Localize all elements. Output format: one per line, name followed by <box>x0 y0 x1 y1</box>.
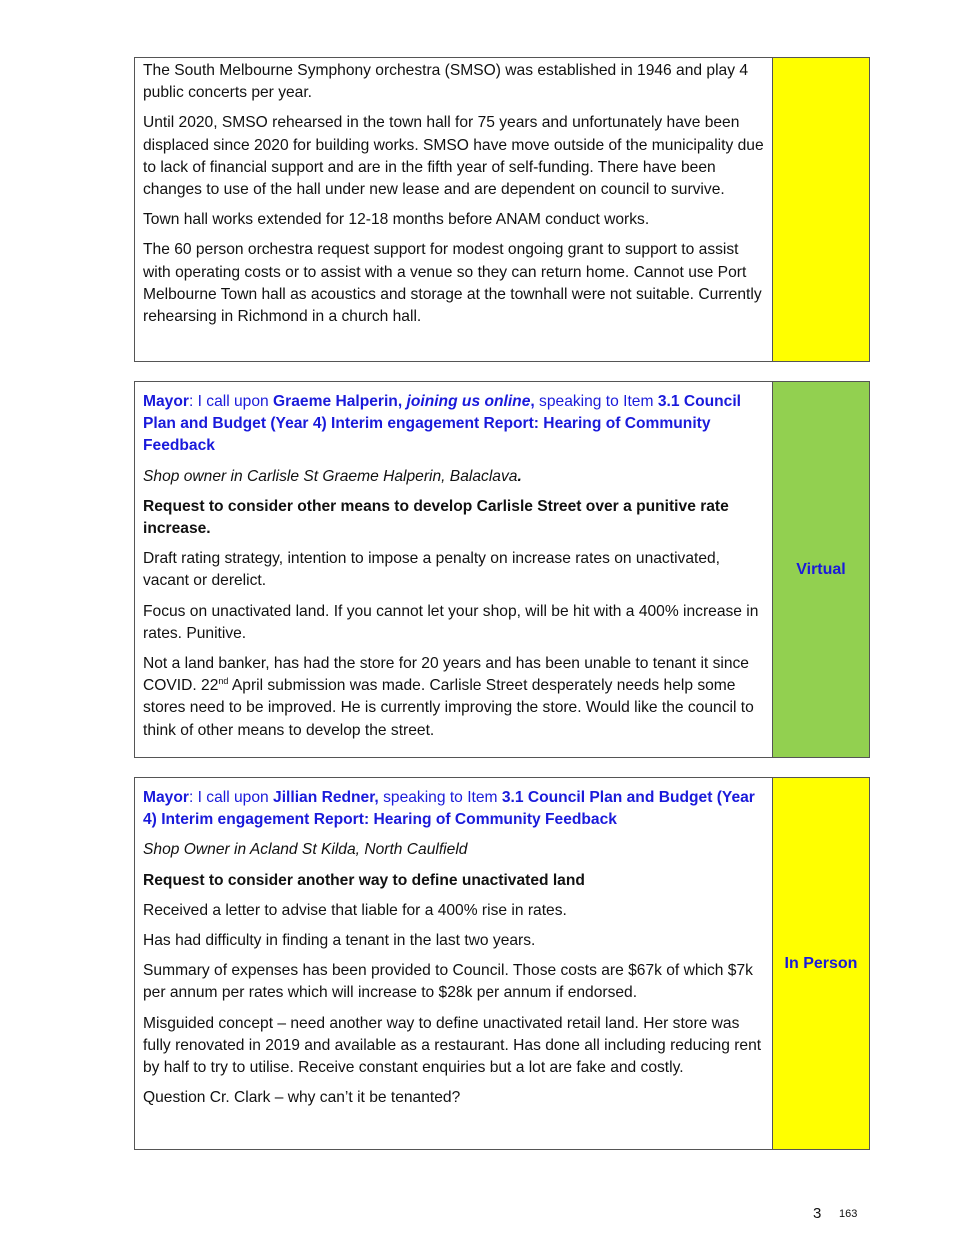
mayor-call <box>143 787 764 831</box>
paragraph: Town hall works extended for 12-18 months before ANAM conduct works. <box>143 211 650 229</box>
speaking-text: speaking to Item <box>534 393 658 410</box>
paragraph: The South Melbourne Symphony orchestra (SMSO) was established in 1946 and play 4 public concerts per year. <box>143 62 749 102</box>
paragraph: Until 2020, SMSO rehearsed in the town hall for 75 years and unfortunately have been displaced since 2020 for building works. SMSO have move outside of the municipality due to lack of financial support and are in the fifth year of self-funding. There have been changes to use of the hall under new lease and are dependent on council to survive. <box>143 114 764 199</box>
speaker-description: Shop owner in Carlisle St Graeme Halperin, Balaclava. <box>143 467 522 485</box>
speaker-name: Jillian Redner, <box>273 789 379 806</box>
attendance-status-in-person: In Person <box>773 778 869 1149</box>
call-text: : I call upon <box>188 393 274 410</box>
speaker-description: Shop Owner in Acland St Kilda, North Caulfield <box>143 841 468 859</box>
paragraph: The 60 person orchestra request support for modest ongoing grant to support to assist with operating costs or to assist with a venue so they can return home. Cannot use Port Melbourne Town hall as acoustics and storage at the townhall were not suitable. Currently rehearsing in Richmond in a church hall. <box>143 241 762 326</box>
mayor-call <box>143 391 764 458</box>
paragraph: Has had difficulty in finding a tenant in the last two years. <box>143 932 536 950</box>
paragraph: Draft rating strategy, intention to impose a penalty on increase rates on unactivated, vacant or derelict. <box>143 550 721 590</box>
paragraph: Received a letter to advise that liable for a 400% rise in rates. <box>143 901 567 919</box>
document-page-number: 163 <box>839 1208 858 1220</box>
mayor-label: Mayor <box>143 393 189 410</box>
paragraph: Question Cr. Clark – why can’t it be tenanted? <box>143 1089 461 1107</box>
speaking-text: speaking to Item <box>378 789 502 806</box>
call-text: : I call upon <box>188 789 274 806</box>
paragraph: Misguided concept – need another way to define unactivated retail land. Her store was fully renovated in 2019 and available as a restaurant. Has done all including reducing rent by half to try to utilise. Receive constant enquiries but a lot are fake and costly. <box>143 1014 762 1077</box>
paragraph: Summary of expenses has been provided to Council. Those costs are $67k of which $7k per annum per rates which will increase to $28k per annum if endorsed. <box>143 962 753 1002</box>
paragraph: Focus on unactivated land. If you cannot let your shop, will be hit with a 400% increase in rates. Punitive. <box>143 602 759 642</box>
speaker-block-content <box>135 382 773 757</box>
speaker-block-smso <box>134 57 870 362</box>
punct: , <box>530 393 535 410</box>
online-note: joining us online <box>406 393 531 410</box>
attendance-status-virtual: Virtual <box>773 382 869 757</box>
speaker-name: Graeme Halperin, <box>273 393 407 410</box>
paragraph: Not a land banker, has had the store for 20 years and has been unable to tenant it since COVID. 22nd April submission was made. Carlisle Street desperately needs help some stores need to be improved. He is currently improving the store. Would like the council to think of other means to develop the street. <box>143 655 754 739</box>
speaker-block-content <box>135 778 773 1149</box>
request-heading: Request to consider another way to define unactivated land <box>143 871 585 889</box>
attendance-cell <box>773 58 869 361</box>
speaker-block-halperin <box>134 381 870 758</box>
mayor-label: Mayor <box>143 789 189 806</box>
agenda-item: 3.1 Council Plan and Budget (Year 4) Interim engagement Report: Hearing of Community Feedback <box>143 789 755 829</box>
speaker-block-redner <box>134 777 870 1150</box>
request-heading: Request to consider other means to develop Carlisle Street over a punitive rate increase. <box>143 497 729 538</box>
page-number: 3 <box>813 1205 822 1222</box>
agenda-item: 3.1 Council Plan and Budget (Year 4) Interim engagement Report: Hearing of Community Feedback <box>143 393 741 455</box>
speaker-block-content <box>135 58 773 361</box>
